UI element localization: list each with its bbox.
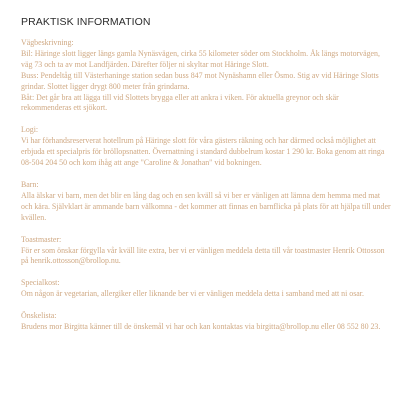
section-toastmaster (21, 235, 391, 268)
directions-car: Bil: Häringe slott ligger längs gamla Nynäsvägen, cirka 55 kilometer söder om Stockholm. Åk längs motorvägen, väg 73 och ta av mot Landfjärden. Därefter följer ni skyltar mot Häringe Slott. (21, 48, 380, 69)
section-label-toastmaster: Toastmaster: (21, 234, 62, 244)
section-label-directions: Vägbeskrivning: (21, 38, 74, 47)
section-label-wishlist: Önskelista: (21, 311, 57, 321)
toastmaster-text: För er som önskar förgylla vår kväll lite extra, ber vi er vänligen meddela detta till vår toastmaster Henrik Ottosson på henrik.ottosson@brollop.nu. (21, 245, 385, 266)
page-title: PRAKTISK INFORMATION (21, 16, 151, 28)
section-special-diet (21, 278, 391, 300)
section-label-special-diet: Specialkost: (21, 278, 60, 288)
section-directions (21, 38, 391, 114)
wishlist-text: Brudens mor Birgitta känner till de önskemål vi har och kan kontaktas via birgitta@brollop.nu eller 08 552 80 23. (21, 322, 381, 332)
directions-boat: Båt: Det går bra att lägga till vid Slottets brygga eller att ankra i viken. För aktuella greynor och skär rekommenderas ett sjökort. (21, 92, 339, 113)
children-text: Alla älskar vi barn, men det blir en lång dag och en sen kväll så vi ber er vänligen att lämna dem hemma med mat och kära. Självklart är ammande barn välkomna - det kommer att finnas en barnflicka på plats för att hjälpa till under kvällen. (21, 190, 391, 222)
directions-bus: Buss: Pendeltåg till Västerhaninge station sedan buss 847 mot Nynäshamn eller Ösmo. Stig av vid Häringe Slotts grindar. Slottet ligger drygt 800 meter från grindarna. (21, 70, 379, 91)
lodging-text: Vi har förhandsreserverat hotellrum på Häringe slott för våra gästers räkning och har därmed också möjlighet att erbjuda ett specialpris för bröllopsnatten. Övernattning i standard dubbelrum kostar 1 290 kr. Boka genom att ringa 08-504 204 50 och kom ihåg att ange "Caroline & Jonathan" vid bokningen. (21, 136, 385, 168)
section-children (21, 180, 391, 224)
section-label-children: Barn: (21, 179, 39, 189)
section-label-lodging: Logi: (21, 125, 39, 135)
section-wishlist (21, 311, 391, 333)
information-page (21, 15, 391, 344)
special-diet-text: Om någon är vegetarian, allergiker eller liknande ber vi er vänligen meddela detta i samband med att ni osar. (21, 289, 364, 299)
section-lodging (21, 125, 391, 169)
